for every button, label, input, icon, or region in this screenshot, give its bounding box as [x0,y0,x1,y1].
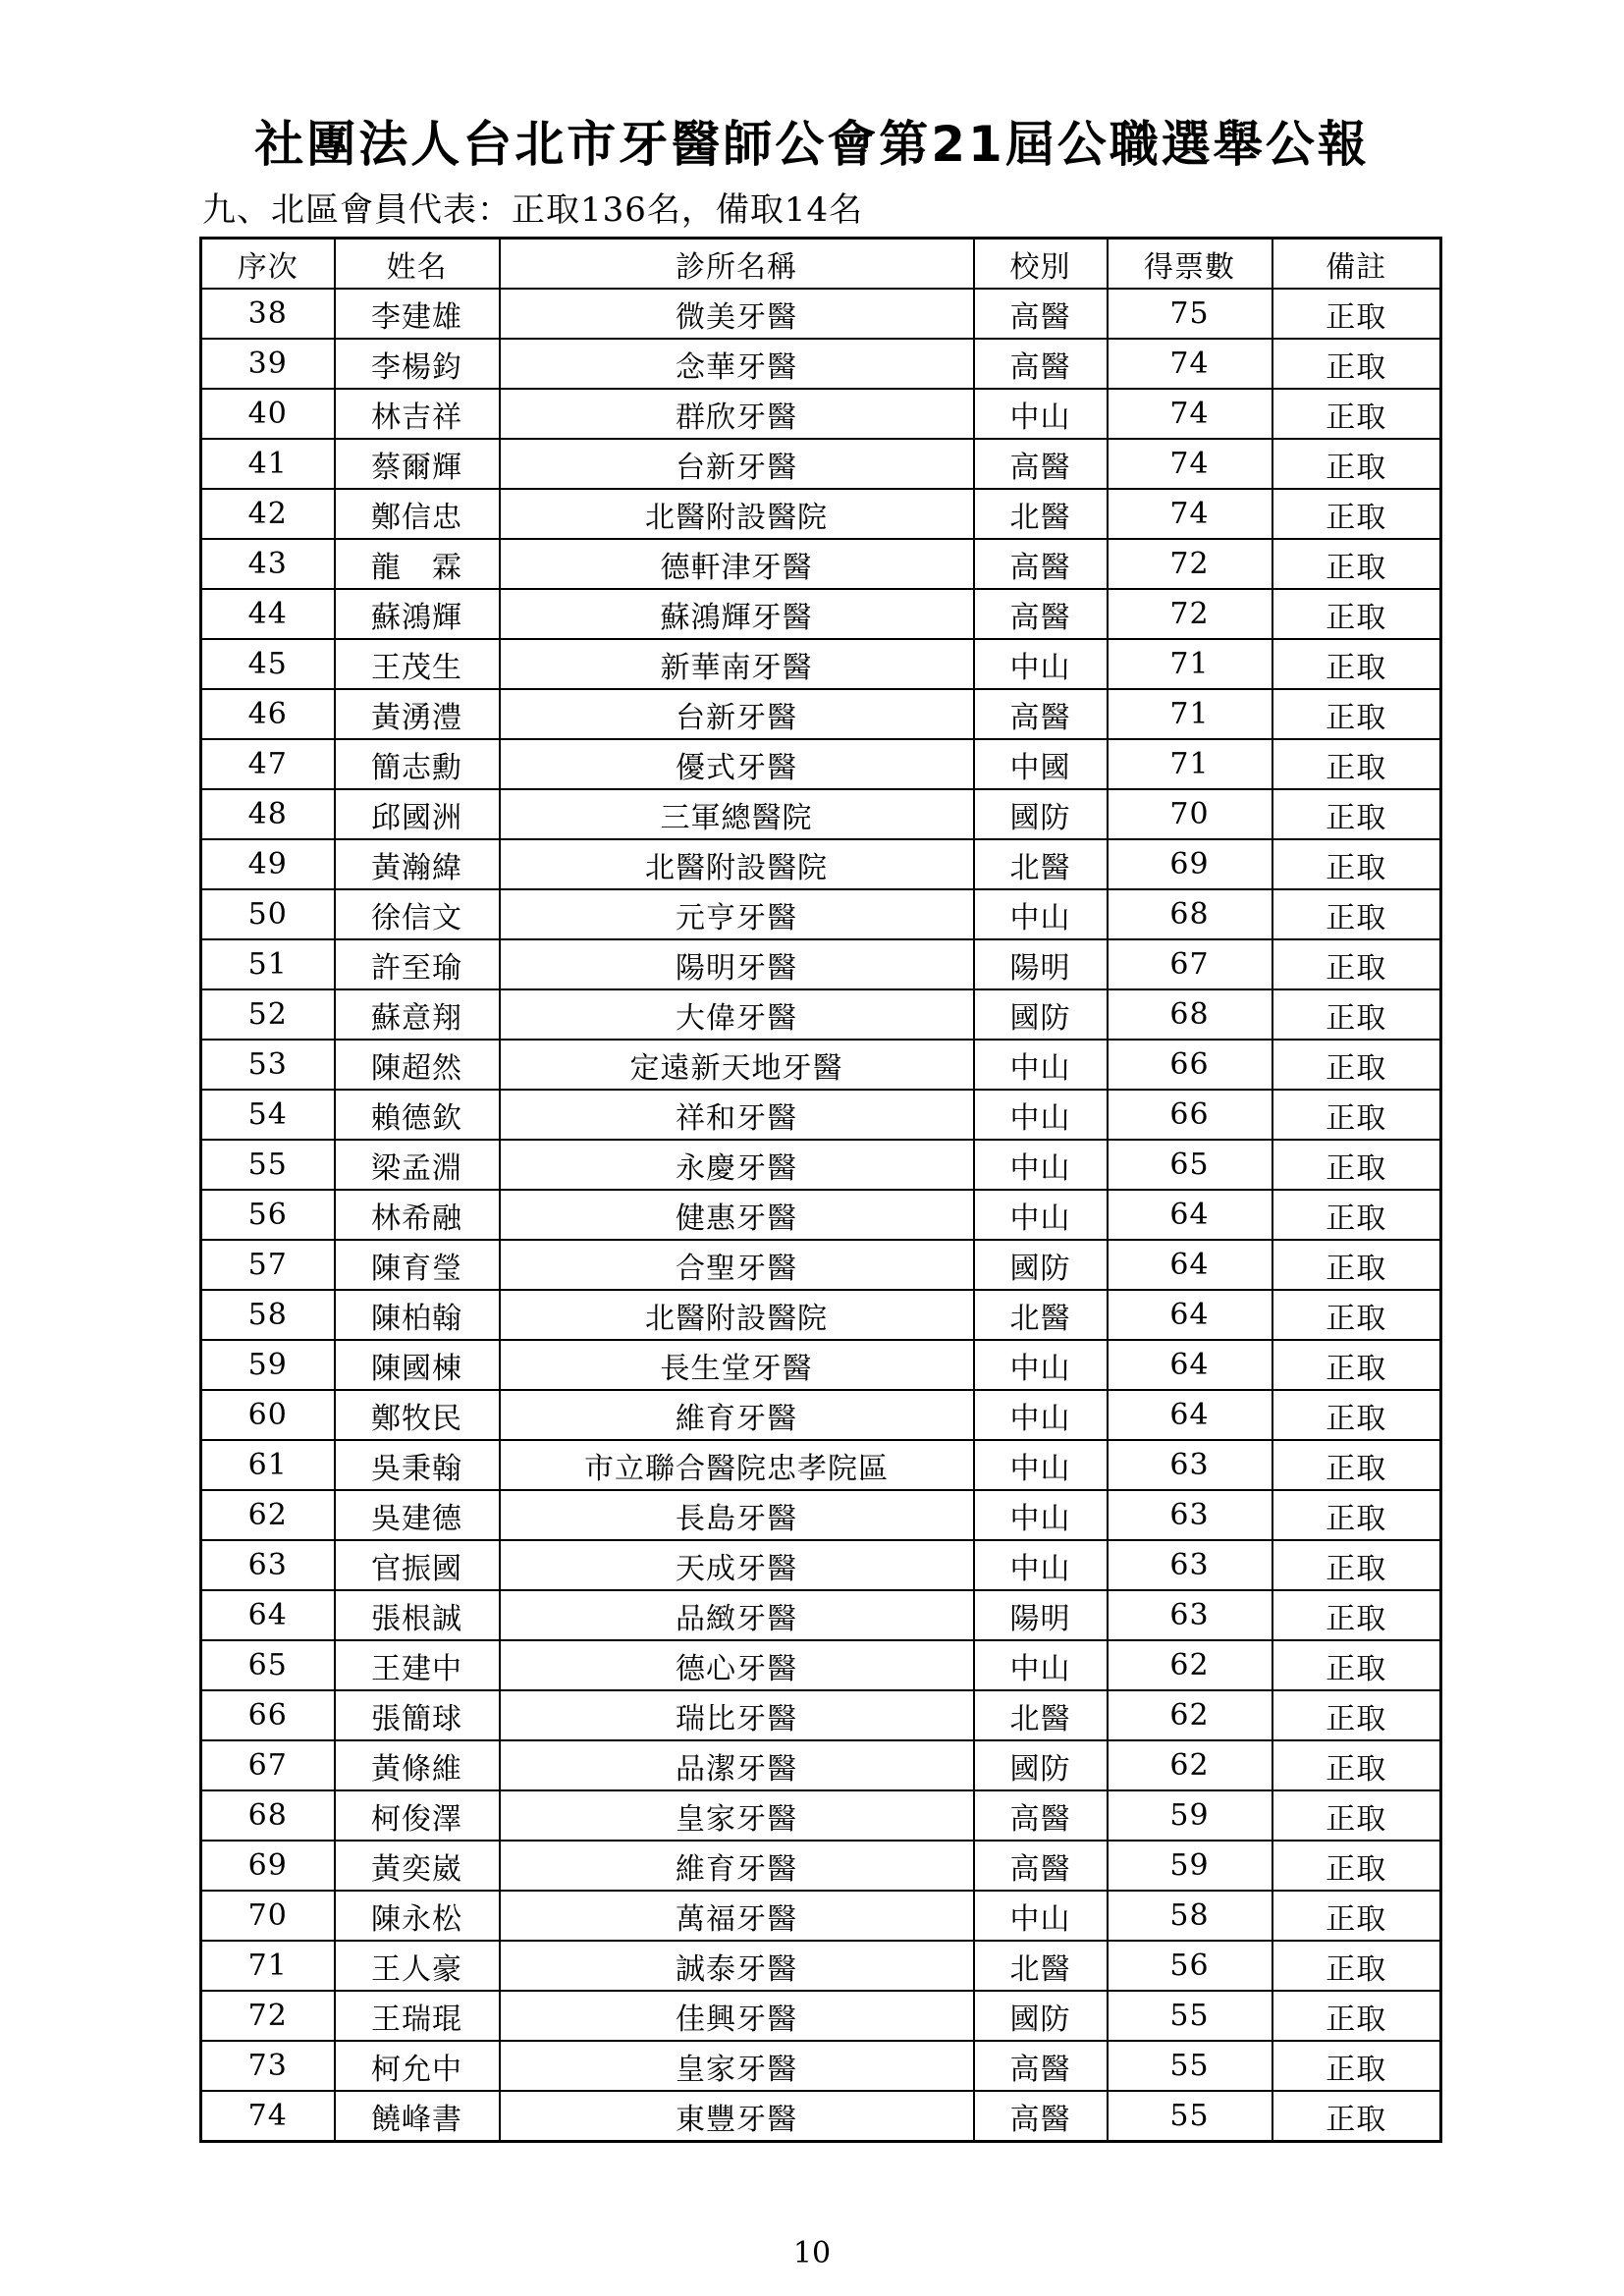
rank-cell: 61 [201,1440,335,1490]
clinic-cell: 微美牙醫 [500,289,974,339]
school-cell: 陽明 [974,1590,1108,1640]
clinic-cell: 萬福牙醫 [500,1891,974,1941]
clinic-cell: 台新牙醫 [500,689,974,739]
school-cell: 高醫 [974,589,1108,639]
rank-cell: 41 [201,439,335,489]
name-cell: 簡志勳 [335,739,500,789]
clinic-cell: 三軍總醫院 [500,789,974,839]
votes-cell: 63 [1108,1540,1272,1590]
table-row [201,639,1441,689]
table-row [201,1190,1441,1240]
table-row [201,1440,1441,1490]
votes-cell: 59 [1108,1841,1272,1891]
votes-cell: 62 [1108,1740,1272,1790]
remark-cell: 正取 [1272,789,1441,839]
name-cell: 吳秉翰 [335,1440,500,1490]
votes-cell: 69 [1108,839,1272,889]
name-cell: 王茂生 [335,639,500,689]
name-cell: 李楊鈞 [335,339,500,389]
remark-cell: 正取 [1272,2091,1441,2142]
rank-cell: 74 [201,2091,335,2142]
clinic-cell: 瑞比牙醫 [500,1690,974,1740]
clinic-cell: 德軒津牙醫 [500,539,974,589]
school-cell: 高醫 [974,2041,1108,2091]
table-row [201,1991,1441,2041]
school-cell: 中山 [974,639,1108,689]
remark-cell: 正取 [1272,1490,1441,1540]
table-row [201,1740,1441,1790]
table-row [201,1140,1441,1190]
table-row [201,2041,1441,2091]
name-cell: 王人豪 [335,1941,500,1991]
remark-cell: 正取 [1272,1640,1441,1690]
table-row [201,1540,1441,1590]
rank-cell: 42 [201,489,335,539]
votes-cell: 74 [1108,489,1272,539]
name-cell: 黃條維 [335,1740,500,1790]
table-row [201,589,1441,639]
school-cell: 高醫 [974,2091,1108,2142]
name-cell: 黃湧澧 [335,689,500,739]
table-row [201,439,1441,489]
remark-cell: 正取 [1272,689,1441,739]
remark-cell: 正取 [1272,1991,1441,2041]
rank-cell: 51 [201,939,335,989]
votes-cell: 72 [1108,539,1272,589]
table-header-row [201,239,1441,290]
remark-cell: 正取 [1272,639,1441,689]
table-row [201,1390,1441,1440]
remark-cell: 正取 [1272,1290,1441,1340]
votes-cell: 66 [1108,1090,1272,1140]
name-cell: 蘇意翔 [335,989,500,1040]
table-row [201,1790,1441,1841]
votes-cell: 64 [1108,1340,1272,1390]
school-cell: 中山 [974,1891,1108,1941]
name-cell: 黃瀚緯 [335,839,500,889]
remark-cell: 正取 [1272,1040,1441,1090]
table-row [201,1891,1441,1941]
clinic-cell: 北醫附設醫院 [500,1290,974,1340]
rank-cell: 45 [201,639,335,689]
remark-cell: 正取 [1272,939,1441,989]
votes-cell: 55 [1108,1991,1272,2041]
rank-cell: 59 [201,1340,335,1390]
header-name: 姓名 [335,239,500,290]
name-cell: 梁孟淵 [335,1140,500,1190]
name-cell: 王瑞琨 [335,1991,500,2041]
header-rank: 序次 [201,239,335,290]
clinic-cell: 大偉牙醫 [500,989,974,1040]
votes-cell: 68 [1108,889,1272,939]
name-cell: 陳柏翰 [335,1290,500,1340]
remark-cell: 正取 [1272,539,1441,589]
name-cell: 陳超然 [335,1040,500,1090]
clinic-cell: 台新牙醫 [500,439,974,489]
name-cell: 龍 霖 [335,539,500,589]
clinic-cell: 皇家牙醫 [500,1790,974,1841]
school-cell: 國防 [974,1991,1108,2041]
table-row [201,1090,1441,1140]
school-cell: 中山 [974,889,1108,939]
name-cell: 賴德欽 [335,1090,500,1140]
remark-cell: 正取 [1272,589,1441,639]
votes-cell: 55 [1108,2041,1272,2091]
table-row [201,689,1441,739]
clinic-cell: 新華南牙醫 [500,639,974,689]
clinic-cell: 優式牙醫 [500,739,974,789]
table-row [201,339,1441,389]
rank-cell: 58 [201,1290,335,1340]
name-cell: 許至瑜 [335,939,500,989]
votes-cell: 63 [1108,1590,1272,1640]
remark-cell: 正取 [1272,1540,1441,1590]
name-cell: 林吉祥 [335,389,500,439]
table-row [201,889,1441,939]
remark-cell: 正取 [1272,439,1441,489]
votes-cell: 68 [1108,989,1272,1040]
clinic-cell: 品潔牙醫 [500,1740,974,1790]
rank-cell: 62 [201,1490,335,1540]
table-row [201,489,1441,539]
remark-cell: 正取 [1272,1140,1441,1190]
clinic-cell: 祥和牙醫 [500,1090,974,1140]
clinic-cell: 北醫附設醫院 [500,839,974,889]
election-results-table [199,237,1442,2143]
school-cell: 北醫 [974,839,1108,889]
school-cell: 中山 [974,1090,1108,1140]
name-cell: 吳建德 [335,1490,500,1540]
school-cell: 北醫 [974,1290,1108,1340]
rank-cell: 73 [201,2041,335,2091]
table-row [201,739,1441,789]
rank-cell: 65 [201,1640,335,1690]
school-cell: 中山 [974,1140,1108,1190]
rank-cell: 66 [201,1690,335,1740]
school-cell: 國防 [974,1240,1108,1290]
rank-cell: 39 [201,339,335,389]
clinic-cell: 市立聯合醫院忠孝院區 [500,1440,974,1490]
votes-cell: 65 [1108,1140,1272,1190]
votes-cell: 70 [1108,789,1272,839]
name-cell: 邱國洲 [335,789,500,839]
votes-cell: 74 [1108,389,1272,439]
votes-cell: 56 [1108,1941,1272,1991]
school-cell: 中山 [974,1390,1108,1440]
header-school: 校別 [974,239,1108,290]
remark-cell: 正取 [1272,1841,1441,1891]
votes-cell: 64 [1108,1190,1272,1240]
name-cell: 蔡爾輝 [335,439,500,489]
clinic-cell: 健惠牙醫 [500,1190,974,1240]
name-cell: 鄭牧民 [335,1390,500,1440]
name-cell: 蘇鴻輝 [335,589,500,639]
remark-cell: 正取 [1272,1740,1441,1790]
remark-cell: 正取 [1272,989,1441,1040]
header-votes: 得票數 [1108,239,1272,290]
table-row [201,939,1441,989]
table-row [201,1490,1441,1540]
rank-cell: 47 [201,739,335,789]
table-row [201,1841,1441,1891]
rank-cell: 67 [201,1740,335,1790]
table-row [201,1290,1441,1340]
school-cell: 中國 [974,739,1108,789]
clinic-cell: 佳興牙醫 [500,1991,974,2041]
remark-cell: 正取 [1272,1690,1441,1740]
clinic-cell: 維育牙醫 [500,1390,974,1440]
name-cell: 李建雄 [335,289,500,339]
votes-cell: 62 [1108,1640,1272,1690]
rank-cell: 46 [201,689,335,739]
votes-cell: 59 [1108,1790,1272,1841]
school-cell: 北醫 [974,489,1108,539]
remark-cell: 正取 [1272,1891,1441,1941]
school-cell: 高醫 [974,1790,1108,1841]
table-body [201,289,1441,2142]
rank-cell: 40 [201,389,335,439]
remark-cell: 正取 [1272,289,1441,339]
rank-cell: 48 [201,789,335,839]
rank-cell: 72 [201,1991,335,2041]
table-row [201,1240,1441,1290]
name-cell: 鄭信忠 [335,489,500,539]
clinic-cell: 德心牙醫 [500,1640,974,1690]
name-cell: 徐信文 [335,889,500,939]
name-cell: 官振國 [335,1540,500,1590]
school-cell: 高醫 [974,439,1108,489]
remark-cell: 正取 [1272,1340,1441,1390]
remark-cell: 正取 [1272,889,1441,939]
remark-cell: 正取 [1272,1590,1441,1640]
name-cell: 柯允中 [335,2041,500,2091]
name-cell: 饒峰書 [335,2091,500,2142]
remark-cell: 正取 [1272,839,1441,889]
votes-cell: 66 [1108,1040,1272,1090]
rank-cell: 54 [201,1090,335,1140]
document-title: 社團法人台北市牙醫師公會第21屆公職選舉公報 [254,116,1370,173]
rank-cell: 50 [201,889,335,939]
clinic-cell: 長生堂牙醫 [500,1340,974,1390]
remark-cell: 正取 [1272,2041,1441,2091]
rank-cell: 44 [201,589,335,639]
name-cell: 陳國棟 [335,1340,500,1390]
rank-cell: 55 [201,1140,335,1190]
remark-cell: 正取 [1272,1790,1441,1841]
remark-cell: 正取 [1272,1440,1441,1490]
clinic-cell: 永慶牙醫 [500,1140,974,1190]
name-cell: 黃奕崴 [335,1841,500,1891]
rank-cell: 49 [201,839,335,889]
votes-cell: 62 [1108,1690,1272,1740]
name-cell: 林希融 [335,1190,500,1240]
remark-cell: 正取 [1272,389,1441,439]
votes-cell: 72 [1108,589,1272,639]
section-subtitle: 九、北區會員代表：正取136名，備取14名 [202,190,864,230]
school-cell: 國防 [974,989,1108,1040]
name-cell: 王建中 [335,1640,500,1690]
remark-cell: 正取 [1272,339,1441,389]
rank-cell: 56 [201,1190,335,1240]
votes-cell: 67 [1108,939,1272,989]
table-row [201,1941,1441,1991]
school-cell: 中山 [974,1490,1108,1540]
remark-cell: 正取 [1272,1090,1441,1140]
rank-cell: 63 [201,1540,335,1590]
clinic-cell: 皇家牙醫 [500,2041,974,2091]
school-cell: 中山 [974,1540,1108,1590]
table-row [201,1690,1441,1740]
clinic-cell: 群欣牙醫 [500,389,974,439]
rank-cell: 70 [201,1891,335,1941]
school-cell: 國防 [974,1740,1108,1790]
votes-cell: 55 [1108,2091,1272,2142]
votes-cell: 71 [1108,739,1272,789]
clinic-cell: 蘇鴻輝牙醫 [500,589,974,639]
school-cell: 中山 [974,1440,1108,1490]
header-remark: 備註 [1272,239,1441,290]
remark-cell: 正取 [1272,1190,1441,1240]
votes-cell: 64 [1108,1290,1272,1340]
clinic-cell: 合聖牙醫 [500,1240,974,1290]
table-row [201,1640,1441,1690]
school-cell: 北醫 [974,1690,1108,1740]
name-cell: 陳永松 [335,1891,500,1941]
table-row [201,2091,1441,2142]
name-cell: 張根誠 [335,1590,500,1640]
remark-cell: 正取 [1272,489,1441,539]
rank-cell: 69 [201,1841,335,1891]
clinic-cell: 北醫附設醫院 [500,489,974,539]
table-row [201,289,1441,339]
school-cell: 中山 [974,389,1108,439]
clinic-cell: 念華牙醫 [500,339,974,389]
remark-cell: 正取 [1272,1941,1441,1991]
votes-cell: 74 [1108,339,1272,389]
school-cell: 國防 [974,789,1108,839]
header-clinic: 診所名稱 [500,239,974,290]
rank-cell: 71 [201,1941,335,1991]
remark-cell: 正取 [1272,739,1441,789]
clinic-cell: 元亨牙醫 [500,889,974,939]
table-row [201,539,1441,589]
rank-cell: 60 [201,1390,335,1440]
rank-cell: 38 [201,289,335,339]
rank-cell: 57 [201,1240,335,1290]
votes-cell: 63 [1108,1440,1272,1490]
table-row [201,1340,1441,1390]
name-cell: 張簡球 [335,1690,500,1740]
remark-cell: 正取 [1272,1240,1441,1290]
school-cell: 高醫 [974,1841,1108,1891]
clinic-cell: 維育牙醫 [500,1841,974,1891]
rank-cell: 52 [201,989,335,1040]
table-row [201,1590,1441,1640]
table-row [201,389,1441,439]
school-cell: 中山 [974,1640,1108,1690]
page-number: 10 [792,2236,832,2270]
votes-cell: 75 [1108,289,1272,339]
school-cell: 高醫 [974,289,1108,339]
clinic-cell: 長島牙醫 [500,1490,974,1540]
school-cell: 北醫 [974,1941,1108,1991]
votes-cell: 71 [1108,639,1272,689]
rank-cell: 43 [201,539,335,589]
table-row [201,839,1441,889]
table-row [201,1040,1441,1090]
name-cell: 陳育瑩 [335,1240,500,1290]
votes-cell: 71 [1108,689,1272,739]
school-cell: 中山 [974,1340,1108,1390]
clinic-cell: 品緻牙醫 [500,1590,974,1640]
school-cell: 陽明 [974,939,1108,989]
votes-cell: 58 [1108,1891,1272,1941]
votes-cell: 63 [1108,1490,1272,1540]
clinic-cell: 定遠新天地牙醫 [500,1040,974,1090]
rank-cell: 64 [201,1590,335,1640]
votes-cell: 64 [1108,1240,1272,1290]
clinic-cell: 天成牙醫 [500,1540,974,1590]
school-cell: 高醫 [974,689,1108,739]
remark-cell: 正取 [1272,1390,1441,1440]
school-cell: 高醫 [974,539,1108,589]
votes-cell: 74 [1108,439,1272,489]
clinic-cell: 誠泰牙醫 [500,1941,974,1991]
votes-cell: 64 [1108,1390,1272,1440]
clinic-cell: 東豐牙醫 [500,2091,974,2142]
clinic-cell: 陽明牙醫 [500,939,974,989]
rank-cell: 53 [201,1040,335,1090]
school-cell: 中山 [974,1040,1108,1090]
table-row [201,989,1441,1040]
school-cell: 中山 [974,1190,1108,1240]
table-row [201,789,1441,839]
name-cell: 柯俊澤 [335,1790,500,1841]
rank-cell: 68 [201,1790,335,1841]
school-cell: 高醫 [974,339,1108,389]
